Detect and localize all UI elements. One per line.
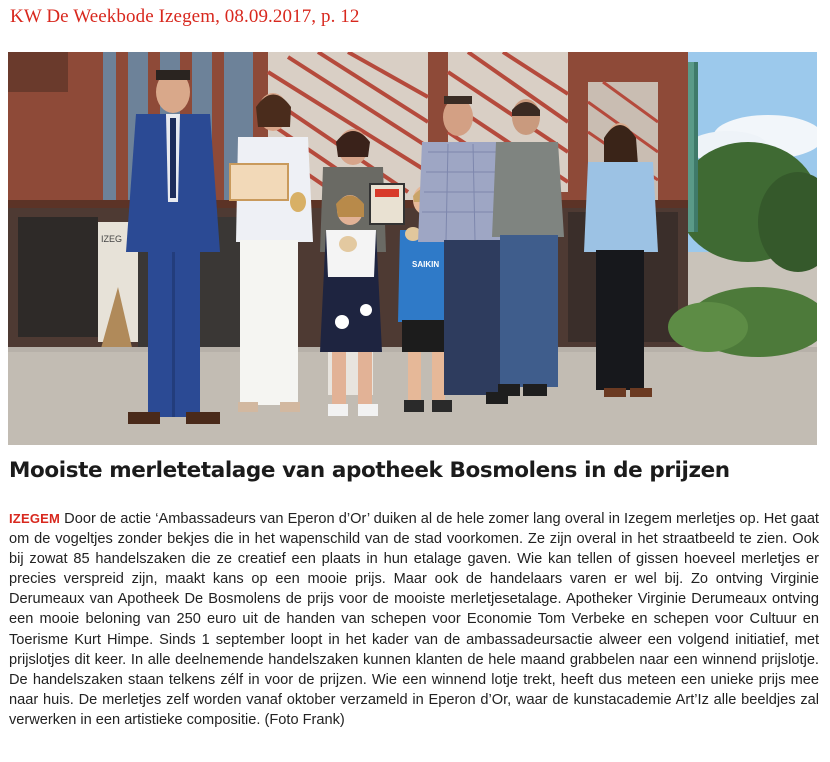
dateline: IZEGEM	[9, 511, 61, 526]
headline: Mooiste merletetalage van apotheek Bosmolens in de prijzen	[9, 458, 730, 483]
source-citation: KW De Weekbode Izegem, 08.09.2017, p. 12	[10, 6, 360, 27]
article-body	[9, 509, 819, 730]
article-text: Door de actie ‘Ambassadeurs van Eperon d’Or’ duiken al de hele zomer lang overal in Izegem merletjes op. Het gaat om de vogeltjes zonder bekjes die in het wapenschild van de stad voorkomen. Ze zijn overal in het straatbeeld te zien. Ook bij zowat 85 handelszaken die ze creatief een plaats in hun etalage gaven. Wie kan tellen of gissen hoeveel merletjes er precies verspreid zijn, maakt kans op een mooie prijs. Maar ook de handelaars varen er wel bij. Zo ontving Virginie Derumeaux van Apotheek De Bosmolens de prijs voor de mooiste merletjesetalage. Apotheker Virginie Derumeaux ontving een mooie beloning van 250 euro uit de handen van schepen voor Economie Tom Verbeke en schepen voor Cultuur en Toerisme Kurt Himpe. Sinds 1 september loopt in het kader van de ambassadeursactie alweer een volgend initiatief, met prijslotjes dit keer. In alle deelnemende handelszaken kunnen klanten de hele maand grabbelen naar een winnend prijslotje. De handelszaken staan telkens zélf in voor de prijzen. Wie een winnend lotje trekt, heeft dus meteen een unieke prijs mee naar huis. De merletjes zelf worden vanaf oktober verzameld in Eperon d’Or, waar de kunstacademie Art’Iz alle beeldjes zal verwerken in een artistieke compositie. (Foto Frank)	[9, 511, 819, 728]
kid-shirt-text: SAIKIN	[412, 260, 440, 269]
shop-sign: IZEG	[101, 234, 123, 244]
news-photo	[8, 52, 817, 445]
person-man-grey	[492, 99, 564, 396]
